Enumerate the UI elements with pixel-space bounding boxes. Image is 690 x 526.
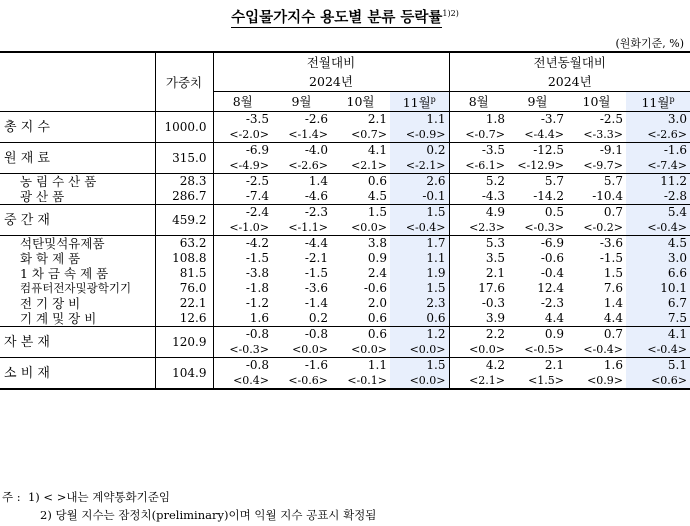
month-header: 8월 [213, 92, 272, 112]
contract-currency-cell: <-1.1> [288, 221, 328, 234]
row-label: 자 본 재 [0, 327, 155, 358]
row-label: 1 차 금 속 제 품 [0, 266, 155, 281]
weight-cell: 120.9 [155, 327, 213, 358]
contract-currency-cell: <2.1> [449, 373, 508, 389]
table-row [0, 112, 690, 128]
value-cell: -3.5 [449, 143, 508, 159]
price-table [0, 51, 690, 390]
value-cell: 4.4 [544, 311, 564, 325]
value-cell: 2.3 [390, 296, 449, 311]
weight-cell: 459.2 [155, 205, 213, 236]
contract-currency-cell: <-7.4> [626, 158, 690, 174]
footnote-2: 2) 당월 지수는 잠정치(preliminary)이며 익월 지수 공표시 확정됨 [40, 508, 377, 522]
month-header: 10월 [331, 92, 390, 112]
table-row [0, 327, 690, 343]
value-cell: -1.2 [245, 296, 269, 310]
contract-currency-cell: <-0.5> [524, 343, 564, 356]
contract-currency-cell: <0.0> [390, 373, 449, 389]
contract-currency-cell: <-0.1> [331, 373, 390, 389]
table-row [0, 296, 690, 311]
contract-currency-cell: <1.5> [508, 373, 567, 389]
weight-cell: 81.5 [155, 266, 213, 281]
value-cell: -1.4 [304, 296, 328, 310]
category-header [0, 52, 155, 112]
value-cell: -2.5 [213, 174, 272, 190]
row-label: 원 재 료 [0, 143, 155, 174]
value-cell: -0.8 [272, 327, 331, 343]
value-cell: 2.1 [508, 358, 567, 374]
value-cell: -12.5 [508, 143, 567, 159]
value-cell: 12.4 [537, 281, 564, 295]
value-cell: -2.8 [626, 189, 690, 205]
weight-cell: 63.2 [155, 236, 213, 252]
contract-currency-cell: <-1.4> [288, 128, 328, 141]
contract-currency-cell: <-4.9> [229, 159, 269, 172]
contract-currency-cell: <-6.1> [465, 159, 505, 172]
contract-currency-cell: <0.0> [351, 343, 387, 356]
value-cell: -4.4 [272, 236, 331, 252]
value-cell: 5.2 [449, 174, 508, 190]
row-label: 컴퓨터전자및광학기기 [0, 281, 155, 296]
contract-currency-cell: <-2.6> [288, 159, 328, 172]
value-cell: -0.6 [540, 251, 564, 265]
value-cell: -0.8 [213, 327, 272, 343]
value-cell: -9.1 [567, 143, 626, 159]
table-row [0, 189, 690, 205]
month-header: 11월$^p$ [626, 92, 690, 112]
value-cell: 0.9 [508, 327, 567, 343]
contract-currency-cell: <-0.3> [524, 221, 564, 234]
value-cell: -4.2 [213, 236, 272, 252]
yoy-year: 2024년 [547, 74, 592, 89]
value-cell: 1.5 [603, 266, 623, 280]
value-cell: -6.9 [213, 143, 272, 159]
value-cell: -6.9 [508, 236, 567, 252]
unit-label: (원화기준, %) [615, 37, 684, 50]
value-cell: 1.6 [567, 358, 626, 374]
month-header: 9월 [508, 92, 567, 112]
table-row [0, 281, 690, 296]
month-header: 11월$^p$ [390, 92, 449, 112]
value-cell: 3.5 [485, 251, 505, 265]
value-cell: 4.9 [449, 205, 508, 221]
value-cell: 7.5 [626, 311, 690, 327]
contract-currency-cell: <2.3> [469, 221, 505, 234]
contract-currency-cell: <0.6> [626, 373, 690, 389]
value-cell: -1.8 [245, 281, 269, 295]
value-cell: 6.7 [626, 296, 690, 311]
contract-currency-cell: <0.0> [390, 342, 449, 358]
value-cell: -14.2 [533, 189, 564, 203]
contract-currency-cell: <-0.6> [272, 373, 331, 389]
contract-currency-cell: <0.0> [292, 343, 328, 356]
value-cell: 1.4 [272, 174, 331, 190]
value-cell: 1.9 [390, 266, 449, 281]
contract-currency-cell: <2.1> [351, 159, 387, 172]
contract-currency-cell: <-12.9> [517, 159, 564, 172]
contract-currency-cell: <-0.4> [390, 220, 449, 236]
weight-cell: 104.9 [155, 358, 213, 390]
row-label: 화 학 제 품 [0, 251, 155, 266]
value-cell: -7.4 [245, 189, 269, 203]
value-cell: -10.4 [592, 189, 623, 203]
contract-currency-cell: <-0.3> [229, 343, 269, 356]
value-cell: 0.2 [308, 311, 328, 325]
contract-currency-cell: <-2.0> [229, 128, 269, 141]
value-cell: 0.6 [367, 311, 387, 325]
row-label: 전 기 장 비 [0, 296, 155, 311]
value-cell: 1.5 [390, 281, 449, 296]
value-cell: 7.6 [603, 281, 623, 295]
value-cell: 2.1 [485, 266, 505, 280]
footnotes [2, 488, 376, 524]
value-cell: -1.6 [626, 143, 690, 159]
value-cell: 4.1 [331, 143, 390, 159]
contract-currency-cell: <-0.2> [583, 221, 623, 234]
month-header: 8월 [449, 92, 508, 112]
table-row [0, 174, 690, 190]
row-label: 기 계 및 장 비 [0, 311, 155, 327]
value-cell: 2.4 [367, 266, 387, 280]
value-cell: 5.7 [567, 174, 626, 190]
value-cell: -3.5 [213, 112, 272, 128]
table-row [0, 266, 690, 281]
mom-year: 2024년 [213, 72, 449, 92]
contract-currency-cell: <-0.4> [583, 343, 623, 356]
weight-cell: 108.8 [155, 251, 213, 266]
row-label: 농 림 수 산 품 [0, 174, 155, 190]
contract-currency-cell: <0.0> [469, 343, 505, 356]
month-header: 9월 [272, 92, 331, 112]
value-cell: 5.3 [449, 236, 508, 252]
value-cell: 4.2 [449, 358, 508, 374]
footnote-1: 주 : 1) < >내는 계약통화기준임 [2, 490, 170, 504]
value-cell: -4.6 [304, 189, 328, 203]
value-cell: 11.2 [626, 174, 690, 190]
value-cell: 0.9 [367, 251, 387, 265]
value-cell: -1.5 [599, 251, 623, 265]
value-cell: 4.5 [626, 236, 690, 252]
value-cell: 0.2 [390, 143, 449, 159]
contract-currency-cell: <-2.6> [626, 127, 690, 143]
contract-currency-cell: <0.4> [213, 373, 272, 389]
contract-currency-cell: <-9.7> [583, 159, 623, 172]
value-cell: -2.3 [540, 296, 564, 310]
contract-currency-cell: <0.0> [351, 221, 387, 234]
row-label: 광 산 품 [0, 189, 155, 205]
value-cell: 6.6 [626, 266, 690, 281]
contract-currency-cell: <-1.0> [229, 221, 269, 234]
value-cell: 2.2 [449, 327, 508, 343]
value-cell: 4.5 [367, 189, 387, 203]
value-cell: -4.0 [272, 143, 331, 159]
value-cell: 1.1 [390, 251, 449, 266]
month-header: 10월 [567, 92, 626, 112]
value-cell: 3.0 [626, 251, 690, 266]
value-cell: 1.8 [449, 112, 508, 128]
value-cell: 5.4 [626, 205, 690, 221]
table-row [0, 251, 690, 266]
value-cell: 3.8 [331, 236, 390, 252]
weight-cell: 76.0 [155, 281, 213, 296]
value-cell: 1.7 [390, 236, 449, 252]
value-cell: 0.6 [390, 311, 449, 327]
mom-header: 전월대비 [213, 52, 449, 72]
value-cell: -2.3 [272, 205, 331, 221]
value-cell: -1.6 [272, 358, 331, 374]
row-label: 총 지 수 [0, 112, 155, 143]
contract-currency-cell: <-4.4> [524, 128, 564, 141]
weight-cell: 12.6 [155, 311, 213, 327]
value-cell: 0.6 [331, 174, 390, 190]
contract-currency-cell: <0.7> [351, 128, 387, 141]
table-row [0, 236, 690, 252]
value-cell: 5.1 [626, 358, 690, 374]
page-title: 수입물가지수 용도별 분류 등락률$^{1)2)}$ [231, 9, 459, 26]
value-cell: -3.6 [567, 236, 626, 252]
row-label: 중 간 재 [0, 205, 155, 236]
contract-currency-cell: <-2.1> [390, 158, 449, 174]
value-cell: 1.5 [390, 205, 449, 221]
value-cell: -3.7 [508, 112, 567, 128]
table-row [0, 143, 690, 159]
weight-cell: 22.1 [155, 296, 213, 311]
contract-currency-cell: <-3.3> [583, 128, 623, 141]
value-cell: 2.1 [331, 112, 390, 128]
weight-cell: 315.0 [155, 143, 213, 174]
value-cell: 4.1 [626, 327, 690, 343]
value-cell: -1.5 [245, 251, 269, 265]
contract-currency-cell: <-0.9> [390, 127, 449, 143]
weight-header: 가중치 [155, 52, 213, 112]
value-cell: 1.5 [331, 205, 390, 221]
value-cell: 1.5 [390, 358, 449, 374]
value-cell: -2.4 [213, 205, 272, 221]
value-cell: 1.2 [390, 327, 449, 343]
value-cell: 3.9 [485, 311, 505, 325]
value-cell: 17.6 [478, 281, 505, 295]
value-cell: -2.6 [272, 112, 331, 128]
value-cell: -0.1 [390, 189, 449, 205]
weight-cell: 286.7 [155, 189, 213, 205]
value-cell: 1.1 [331, 358, 390, 374]
contract-currency-cell: <-0.4> [626, 220, 690, 236]
value-cell: -3.8 [245, 266, 269, 280]
value-cell: -0.8 [213, 358, 272, 374]
contract-currency-cell: <-0.4> [626, 342, 690, 358]
value-cell: -2.5 [567, 112, 626, 128]
yoy-header: 전년동월대비 [449, 52, 690, 72]
row-label: 석탄및석유제품 [0, 236, 155, 252]
value-cell: 4.4 [603, 311, 623, 325]
value-cell: -2.1 [304, 251, 328, 265]
value-cell: 2.0 [367, 296, 387, 310]
value-cell: 1.4 [603, 296, 623, 310]
value-cell: 0.7 [567, 205, 626, 221]
weight-cell: 1000.0 [155, 112, 213, 143]
value-cell: 0.7 [567, 327, 626, 343]
value-cell: -0.4 [540, 266, 564, 280]
value-cell: -3.6 [304, 281, 328, 295]
value-cell: -4.3 [481, 189, 505, 203]
value-cell: 0.5 [508, 205, 567, 221]
value-cell: 10.1 [626, 281, 690, 296]
value-cell: 2.6 [390, 174, 449, 190]
value-cell: 1.6 [249, 311, 269, 325]
table-row [0, 358, 690, 374]
value-cell: 0.6 [331, 327, 390, 343]
row-label: 소 비 재 [0, 358, 155, 390]
table-row [0, 205, 690, 221]
value-cell: 1.1 [390, 112, 449, 128]
value-cell: 3.0 [626, 112, 690, 128]
contract-currency-cell: <-0.7> [465, 128, 505, 141]
value-cell: -0.6 [363, 281, 387, 295]
contract-currency-cell: <0.9> [567, 373, 626, 389]
weight-cell: 28.3 [155, 174, 213, 190]
value-cell: -1.5 [304, 266, 328, 280]
value-cell: -0.3 [481, 296, 505, 310]
table-row [0, 311, 690, 327]
value-cell: 5.7 [508, 174, 567, 190]
